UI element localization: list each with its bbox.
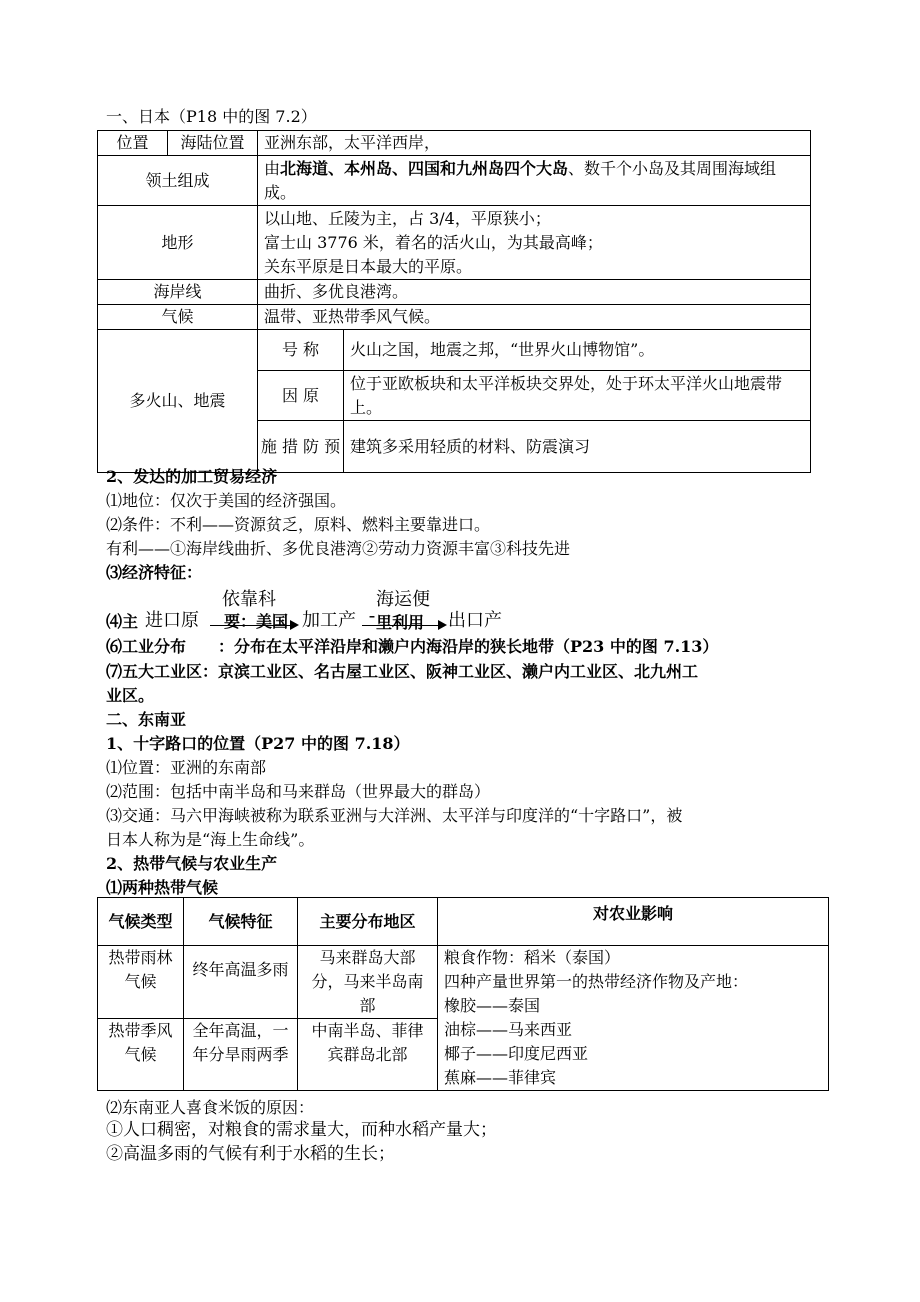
text-industry-distribution-prefix: ⑹工业分布: [106, 637, 187, 656]
flow-box-import: 进口原: [145, 610, 199, 631]
overlap-line-4-rest: 要：美国: [224, 612, 289, 631]
impact-line-6: 蕉麻——菲律宾: [444, 1068, 557, 1087]
impact-line-3: 橡胶——泰国: [444, 996, 541, 1015]
cell-climate-value: 温带、亚热带季风气候。: [258, 305, 811, 330]
text-industry-distribution: ：分布在太平洋沿岸和濑户内海沿岸的狭长地带（P23 中的图 7.13）: [218, 637, 719, 656]
text-se-transport-cont: 日本人称为是“海上生命线”。: [106, 830, 315, 849]
heading-two-climates: ⑴两种热带气候: [106, 878, 219, 897]
cell-coastline: 海岸线: [98, 280, 258, 305]
flow-label-shipping: 海运便: [376, 589, 430, 610]
heading-crossroads: 1、十字路口的位置（P27 中的图 7.18）: [106, 734, 410, 753]
cell-monsoon-area: 中南半岛、菲律宾群岛北部: [298, 1019, 438, 1091]
cell-prevention-label: 施 措 防 预: [258, 421, 344, 473]
terrain-line-2: 富士山 3776 米，着名的活火山，为其最高峰；: [264, 232, 603, 252]
terrain-line-1: 以山地、丘陵为主，占 3/4，平原狭小；: [264, 208, 551, 228]
cell-nickname-label: 号 称: [258, 330, 344, 371]
cell-cause-value: 位于亚欧板块和太平洋板块交界处，处于环太平洋火山地震带上。: [344, 371, 811, 421]
text-five-industrial-zones: ⑺五大工业区：京滨工业区、名古屋工业区、阪神工业区、濑户内工业区、北九州工: [106, 662, 699, 681]
flow-box-process: 加工产: [302, 610, 356, 631]
cell-location: 位置: [98, 131, 168, 156]
header-agriculture-impact: 对农业影响: [438, 898, 829, 946]
header-climate-type: 气候类型: [98, 898, 184, 946]
text-rice-reasons: ⑵东南亚人喜食米饭的原因：: [106, 1098, 315, 1117]
cell-volcano-earthquake: 多火山、地震: [98, 330, 258, 473]
cell-monsoon-feature: 全年高温，一年分旱雨两季: [184, 1019, 298, 1091]
cell-rainforest-feature: 终年高温多雨: [184, 946, 298, 1019]
text-se-location: ⑴位置：亚洲的东南部: [106, 758, 267, 777]
cell-terrain: 地形: [98, 206, 258, 280]
text-status: ⑴地位：仅次于美国的经济强国。: [106, 491, 347, 510]
cell-location-value: 亚洲东部，太平洋西岸，: [258, 131, 811, 156]
climate-table: [97, 897, 829, 1091]
flow-arrow-1: [210, 625, 292, 626]
text-advantages: 有利——①海岸线曲折、多优良港湾②劳动力资源丰富③科技先进: [106, 539, 571, 558]
cell-rainforest-area: 马来群岛大部分，马来半岛南部: [298, 946, 438, 1019]
terrain-line-3: 关东平原是日本最大的平原。: [264, 256, 473, 276]
header-distribution: 主要分布地区: [298, 898, 438, 946]
cell-territory: 领土组成: [98, 156, 258, 206]
flow-arrowhead-1: [290, 620, 299, 630]
section-title-southeast-asia: 二、东南亚: [106, 710, 187, 729]
text-se-transport: ⑶交通：马六甲海峡被称为联系亚洲与大洋洲、太平洋与印度洋的“十字路口”，被: [106, 806, 683, 825]
territory-bold: 北海道、本州岛、四国和九州岛四个大岛: [280, 158, 569, 178]
cell-rainforest-type: 热带雨林气候: [98, 946, 184, 1019]
header-climate-feature: 气候特征: [184, 898, 298, 946]
cell-terrain-value: [258, 206, 811, 280]
cell-coastline-value: 曲折、多优良港湾。: [258, 280, 811, 305]
text-rice-reason-1: ①人口稠密，对粮食的需求量大，而种水稻产量大；: [106, 1120, 497, 1140]
text-economic-features: ⑶经济特征：: [106, 563, 203, 582]
heading-processing-trade: 2、发达的加工贸易经济: [106, 467, 278, 486]
section-title-japan: 一、日本（P18 中的图 7.2）: [106, 107, 317, 126]
cell-monsoon-type: 热带季风气候: [98, 1019, 184, 1091]
territory-pre: 由: [264, 158, 281, 178]
cell-land-sea-location: 海陆位置: [168, 131, 258, 156]
text-rice-reason-2: ②高温多雨的气候有利于水稻的生长；: [106, 1144, 395, 1164]
impact-line-1: 粮食作物：稻米（泰国）: [444, 948, 621, 967]
cell-prevention-value: 建筑多采用轻质的材料、防震演习: [344, 421, 811, 473]
text-se-scope: ⑵范围：包括中南半岛和马来群岛（世界最大的群岛）: [106, 782, 491, 801]
overlap-mid: ˉ里利用: [368, 613, 425, 632]
japan-table: [97, 130, 811, 473]
heading-tropical-climate: 2、热带气候与农业生产: [106, 854, 278, 873]
text-conditions: ⑵条件：不利——资源贫乏，原料、燃料主要靠进口。: [106, 515, 491, 534]
impact-line-4: 油棕——马来西亚: [444, 1020, 573, 1039]
impact-line-5: 椰子——印度尼西亚: [444, 1044, 589, 1063]
cell-nickname-value: 火山之国，地震之邦，“世界火山博物馆”。: [344, 330, 811, 371]
cell-cause-label: 因 原: [258, 371, 344, 421]
flow-box-export: 出口产: [448, 610, 502, 631]
cell-climate: 气候: [98, 305, 258, 330]
impact-line-2: 四种产量世界第一的热带经济作物及产地：: [444, 972, 749, 991]
cell-agriculture-impact: [438, 946, 829, 1091]
overlap-line-4: ⑷主: [106, 612, 139, 631]
flow-label-tech: 依靠科: [222, 589, 276, 610]
flow-arrow-2: [362, 625, 440, 626]
text-five-industrial-zones-cont: 业区。: [106, 686, 155, 705]
cell-territory-value: [258, 156, 811, 206]
territory-post: 、数千个小岛及其周围海域组成。: [264, 158, 777, 202]
flow-arrowhead-2: [438, 620, 447, 630]
